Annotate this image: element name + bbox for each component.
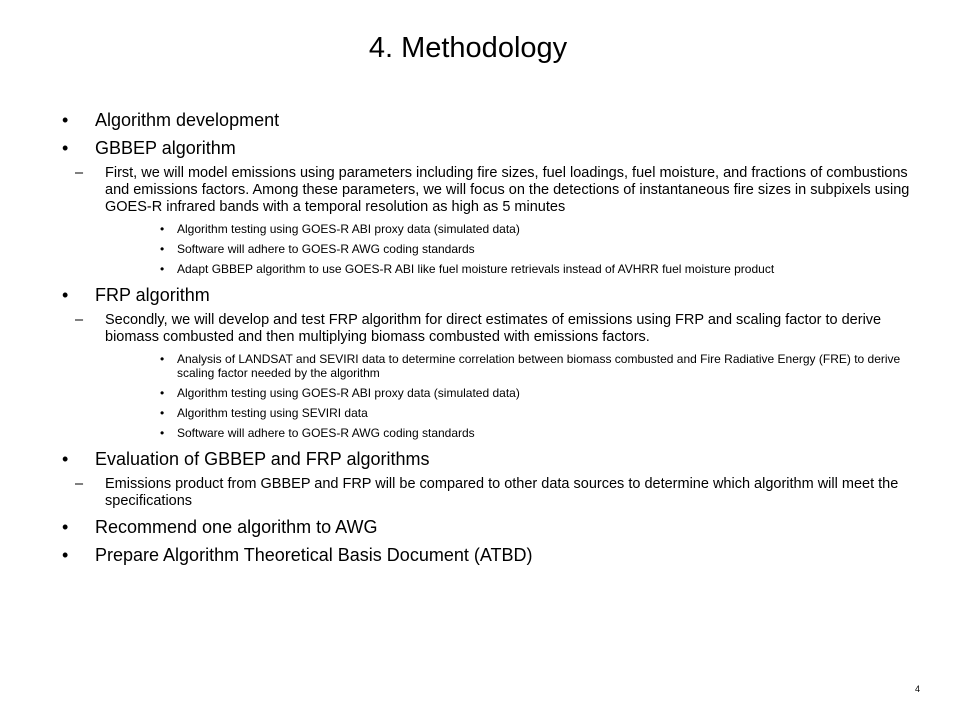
page-number: 4 bbox=[915, 684, 921, 694]
bullet-item-prepare-atbd bbox=[62, 544, 912, 567]
sub-item-frp-description bbox=[62, 312, 912, 346]
sub-points-frp bbox=[62, 352, 912, 440]
sub-point bbox=[62, 386, 912, 400]
sub-point bbox=[62, 262, 912, 276]
dash-icon: – bbox=[75, 476, 84, 492]
sub-point bbox=[62, 242, 912, 256]
bullet-icon: • bbox=[160, 386, 165, 400]
bullet-icon: • bbox=[160, 426, 165, 440]
bullet-item-gbbep-algorithm bbox=[62, 137, 912, 160]
dash-icon: – bbox=[75, 165, 84, 181]
bullet-item-label: FRP algorithm bbox=[95, 285, 210, 305]
bullet-item-evaluation bbox=[62, 448, 912, 471]
bullet-icon: • bbox=[62, 138, 69, 158]
sub-item-evaluation-description bbox=[62, 476, 912, 510]
sub-point bbox=[62, 406, 912, 420]
sub-point bbox=[62, 352, 912, 380]
sub-point bbox=[62, 426, 912, 440]
sub-points-gbbep bbox=[62, 222, 912, 276]
sub-point bbox=[62, 222, 912, 236]
bullet-item-label: Prepare Algorithm Theoretical Basis Document (ATBD) bbox=[95, 545, 533, 565]
bullet-item-algorithm-development bbox=[62, 109, 912, 132]
sub-item-text: First, we will model emissions using parameters including fire sizes, fuel loadings, fuel moisture, and fractions of combustions and emissions factors. Among these parameters, we will focus on the detections of instantaneous fire sizes in subpixels using GOES-R infrared bands with a temporal resolution as high as 5 minutes bbox=[105, 165, 910, 215]
bullet-icon: • bbox=[160, 242, 165, 256]
sub-point-text: Algorithm testing using GOES-R ABI proxy data (simulated data) bbox=[177, 386, 520, 400]
bullet-icon: • bbox=[160, 406, 165, 420]
bullet-item-label: Recommend one algorithm to AWG bbox=[95, 517, 378, 537]
bullet-icon: • bbox=[160, 262, 165, 276]
sub-point-text: Analysis of LANDSAT and SEVIRI data to determine correlation between biomass combusted and Fire Radiative Energy (FRE) to derive scaling factor needed by the algorithm bbox=[177, 352, 901, 380]
sub-point-text: Software will adhere to GOES-R AWG coding standards bbox=[177, 242, 475, 256]
sub-point-text: Adapt GBBEP algorithm to use GOES-R ABI like fuel moisture retrievals instead of AVHRR fuel moisture product bbox=[177, 262, 775, 276]
sub-item-text: Secondly, we will develop and test FRP algorithm for direct estimates of emissions using FRP and scaling factor to derive biomass combusted and then multiplying biomass combusted with emissions factors. bbox=[105, 312, 882, 345]
bullet-item-label: Algorithm development bbox=[95, 110, 280, 130]
sub-point-text: Algorithm testing using GOES-R ABI proxy data (simulated data) bbox=[177, 222, 520, 236]
bullet-icon: • bbox=[62, 110, 69, 130]
sub-point-text: Algorithm testing using SEVIRI data bbox=[177, 406, 368, 420]
sub-item-text: Emissions product from GBBEP and FRP will be compared to other data sources to determine which algorithm will meet the specifications bbox=[105, 476, 899, 509]
bullet-list bbox=[62, 109, 912, 572]
bullet-icon: • bbox=[62, 449, 69, 469]
slide-title: 4. Methodology bbox=[368, 32, 568, 64]
bullet-icon: • bbox=[160, 352, 165, 366]
sub-item-gbbep-description bbox=[62, 165, 912, 216]
sub-point-text: Software will adhere to GOES-R AWG coding standards bbox=[177, 426, 475, 440]
bullet-item-recommend bbox=[62, 516, 912, 539]
bullet-icon: • bbox=[160, 222, 165, 236]
bullet-icon: • bbox=[62, 545, 69, 565]
dash-icon: – bbox=[75, 312, 84, 328]
bullet-item-label: Evaluation of GBBEP and FRP algorithms bbox=[95, 449, 430, 469]
bullet-item-frp-algorithm bbox=[62, 284, 912, 307]
bullet-icon: • bbox=[62, 285, 69, 305]
bullet-item-label: GBBEP algorithm bbox=[95, 138, 236, 158]
bullet-icon: • bbox=[62, 517, 69, 537]
